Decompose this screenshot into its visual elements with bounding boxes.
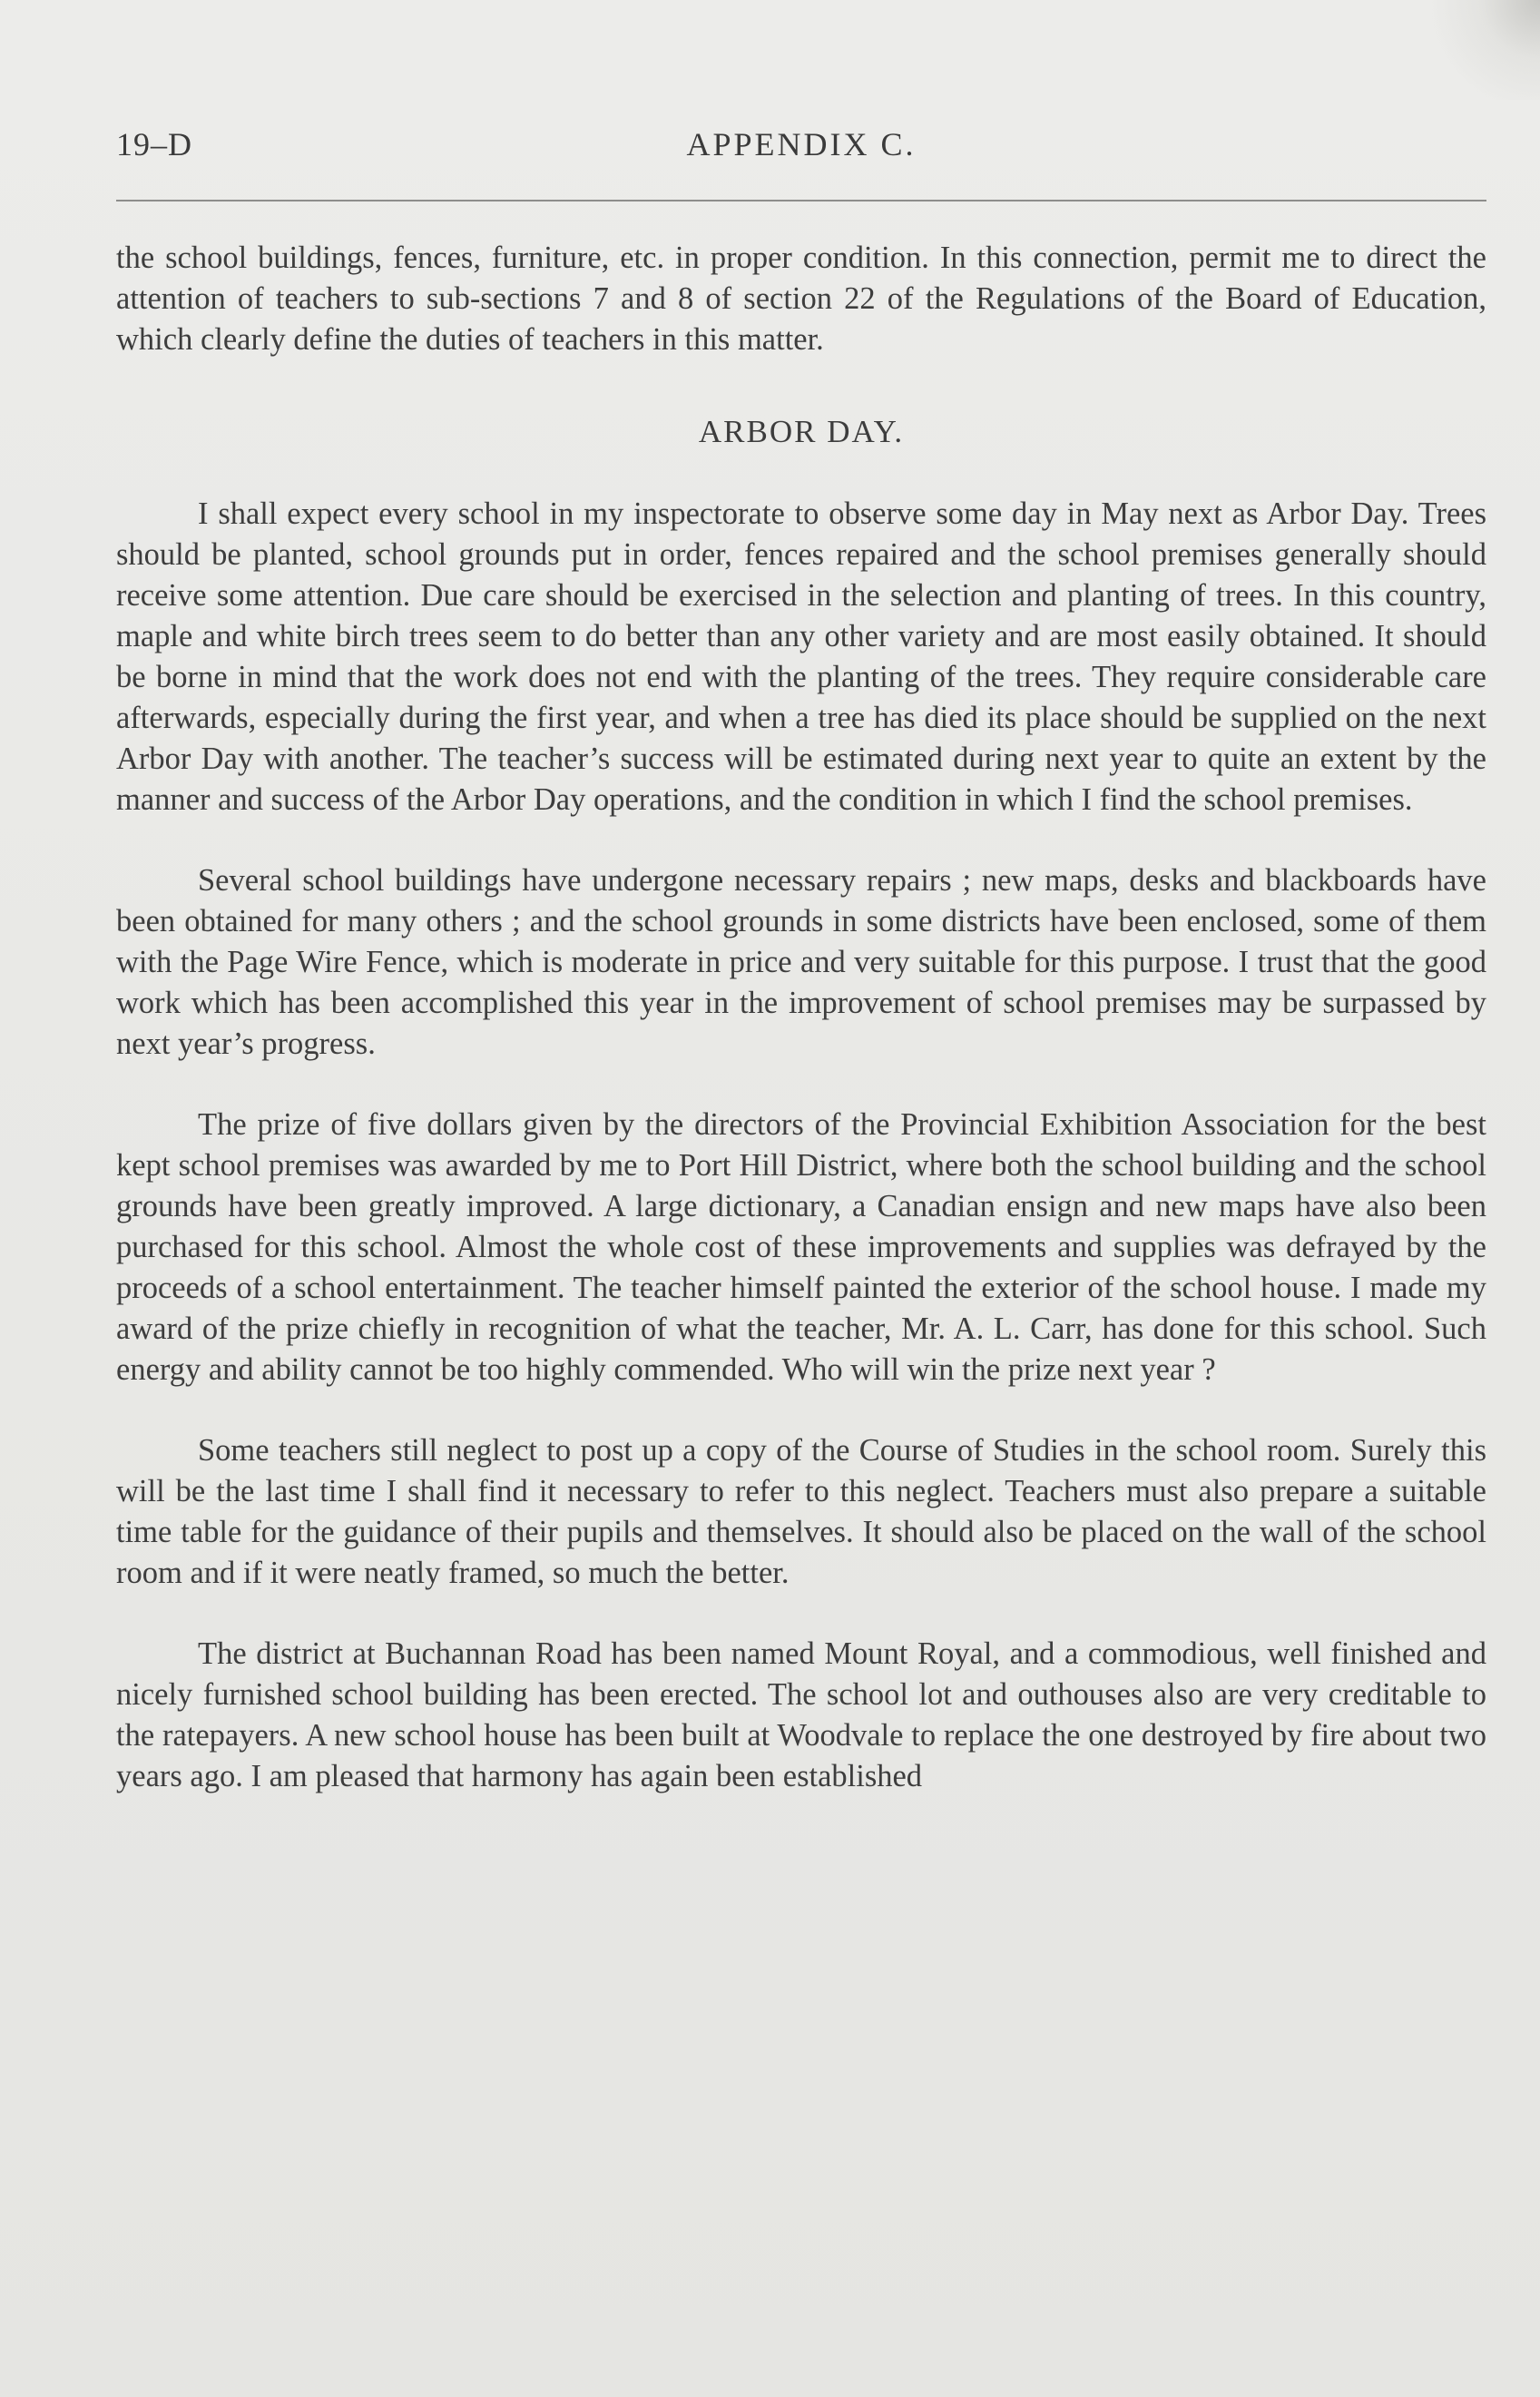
- running-head: APPENDIX C.: [686, 126, 917, 162]
- header-rule: [116, 200, 1486, 201]
- page-number: 19–D: [116, 126, 192, 162]
- page-body: [116, 238, 1486, 1797]
- paragraph-course-of-studies: Some teachers still neglect to post up a copy of the Course of Studies in the school room. Surely this will be the last time I shall find it necessary to refer to this neglect. Teachers must also prepare a suitable time table for the guidance of their pupils and themselves. It should also be placed on the wall of the school room and if it were neatly framed, so much the better.: [116, 1433, 1486, 1590]
- paragraph-continuation: the school buildings, fences, furniture, etc. in proper condition. In this connection, permit me to direct the attention of teachers to sub-sections 7 and 8 of section 22 of the Regulations of the Board of Education, which clearly define the duties of teachers in this matter.: [116, 241, 1486, 357]
- paragraph-prize: The prize of five dollars given by the directors of the Provincial Exhibition Association for the best kept school premises was awarded by me to Port Hill District, where both the school building and the school grounds have been greatly improved. A large dictionary, a Canadian ensign and new maps have also been purchased for this school. Almost the whole cost of these improvements and supplies was defrayed by the proceeds of a school entertainment. The teacher himself painted the exterior of the school house. I made my award of the prize chiefly in recognition of what the teacher, Mr. A. L. Carr, has done for this school. Such energy and ability cannot be too highly commended. Who will win the prize next year ?: [116, 1107, 1486, 1387]
- paragraph-repairs: Several school buildings have undergone necessary repairs ; new maps, desks and blackboards have been obtained for many others ; and the school grounds in some districts have been enclosed, some of them with the Page Wire Fence, which is moderate in price and very suitable for this purpose. I trust that the good work which has been accomplished this year in the improvement of school premises may be surpassed by next year’s progress.: [116, 863, 1486, 1061]
- page-corner-shadow: [1431, 0, 1540, 100]
- page-header: [116, 125, 1486, 180]
- paragraph-districts: The district at Buchannan Road has been named Mount Royal, and a commodious, well finished and nicely furnished school building has been erected. The school lot and outhouses also are very creditable to the ratepayers. A new school house has been built at Woodvale to replace the one destroyed by fire about two years ago. I am pleased that harmony has again been established: [116, 1636, 1486, 1793]
- section-heading: ARBOR DAY.: [698, 414, 905, 449]
- paragraph-arbor-day: I shall expect every school in my inspectorate to observe some day in May next as Arbor Day. Trees should be planted, school grounds put in order, fences repaired and the school premises generally should receive some attention. Due care should be exercised in the selection and planting of trees. In this country, maple and white birch trees seem to do better than any other variety and are most easily obtained. It should be borne in mind that the work does not end with the planting of the trees. They require considerable care afterwards, especially during the first year, and when a tree has died its place should be supplied on the next Arbor Day with another. The teacher’s success will be estimated during next year to quite an extent by the manner and success of the Arbor Day operations, and the condition in which I find the school premises.: [116, 496, 1486, 817]
